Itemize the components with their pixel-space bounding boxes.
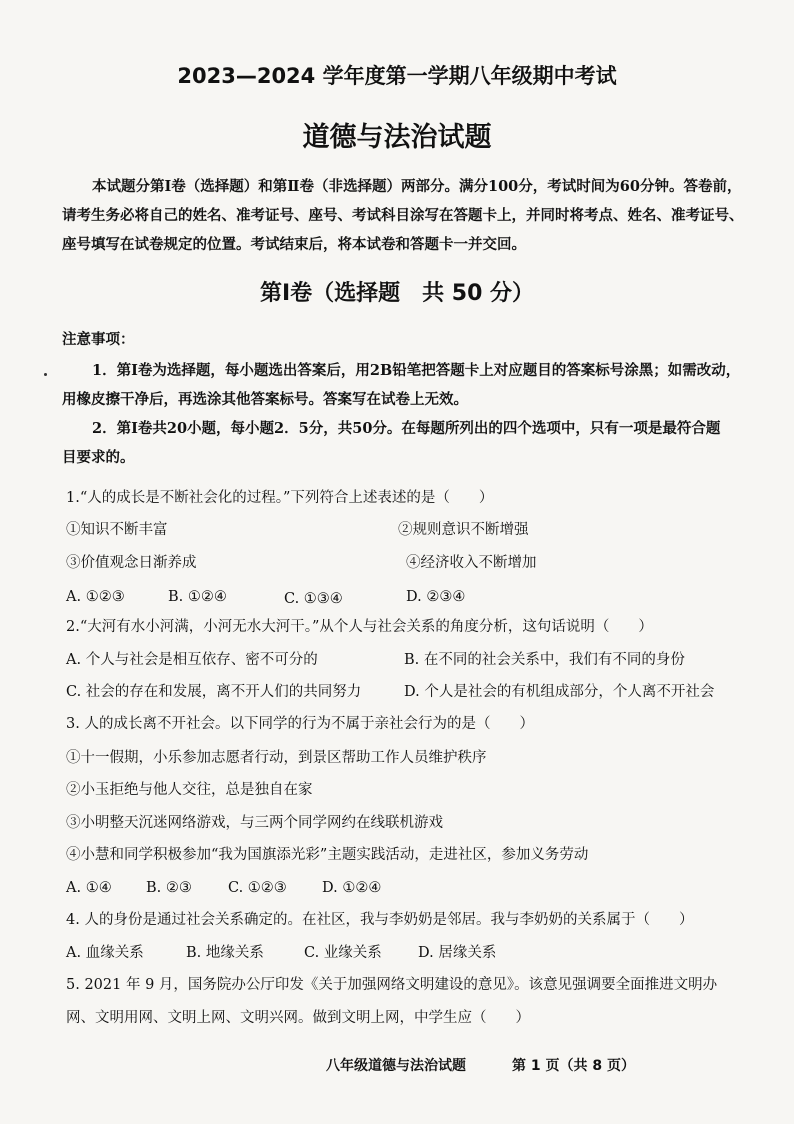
question-3-option-d: D. ①②④ (322, 880, 382, 896)
question-3-statement: ②小玉拒绝与他人交往，总是独自在家 (66, 782, 313, 798)
question-1-option-b: B. ①②④ (168, 589, 227, 605)
intro-line: 本试题分第Ⅰ卷（选择题）和第Ⅱ卷（非选择题）两部分。满分100分，考试时间为60分钟。答卷前， (92, 178, 742, 195)
question-2-stem: 2.“大河有水小河满，小河无水大河干。”从个人与社会关系的角度分析，这句话说明（ ） (66, 619, 653, 635)
intro-line: 座号填写在试卷规定的位置。考试结束后，将本试卷和答题卡一并交回。 (62, 236, 526, 253)
note-line: 用橡皮擦干净后，再选涂其他答案标号。答案写在试卷上无效。 (62, 391, 468, 408)
question-2-option-a: A. 个人与社会是相互依存、密不可分的 (66, 652, 318, 668)
question-4-option-b: B. 地缘关系 (186, 945, 264, 961)
subject-title: 道德与法治试题 (302, 122, 492, 153)
question-1-statement: ①知识不断丰富 (66, 522, 168, 538)
question-1-option-c: C. ①③④ (284, 591, 343, 607)
question-1-stem: 1.“人的成长是不断社会化的过程。”下列符合上述表述的是（ ） (66, 490, 494, 506)
footer-page-number: 第 1 页（共 8 页） (512, 1058, 635, 1074)
question-4-option-c: C. 业缘关系 (304, 945, 382, 961)
note-1 (62, 356, 752, 414)
note-line: 目要求的。 (62, 449, 135, 466)
question-1-option-a: A. ①②③ (66, 589, 125, 605)
question-3-option-b: B. ②③ (146, 880, 192, 896)
question-1-option-d: D. ②③④ (406, 589, 466, 605)
question-1-statement: ③价值观念日渐养成 (66, 555, 197, 571)
section-title: 第Ⅰ卷（选择题 共 50 分） (259, 281, 535, 306)
note-line: 1．第Ⅰ卷为选择题，每小题选出答案后，用2B铅笔把答题卡上对应题目的答案标号涂黑；如需改动， (92, 362, 741, 379)
question-3-statement: ①十一假期，小乐参加志愿者行动，到景区帮助工作人员维护秩序 (66, 750, 487, 766)
question-4-option-d: D. 居缘关系 (418, 945, 497, 961)
notes-heading: 注意事项： (62, 331, 135, 348)
question-1-statement: ②规则意识不断增强 (398, 522, 529, 538)
speck-mark (44, 373, 47, 376)
question-3-statement: ③小明整天沉迷网络游戏，与三两个同学网约在线联机游戏 (66, 815, 443, 831)
question-3-option-c: C. ①②③ (228, 880, 287, 896)
question-2-option-b: B. 在不同的社会关系中，我们有不同的身份 (404, 652, 685, 668)
question-3-stem: 3. 人的成长离不开社会。以下同学的行为不属于亲社会行为的是（ ） (66, 716, 534, 732)
question-1-statement: ④经济收入不断增加 (406, 555, 537, 571)
question-2-option-c: C. 社会的存在和发展，离不开人们的共同努力 (66, 684, 362, 700)
question-4-option-a: A. 血缘关系 (66, 945, 144, 961)
question-3-option-a: A. ①④ (66, 880, 112, 896)
question-5-stem: 网、文明用网、文明上网、文明兴网。做到文明上网，中学生应（ ） (66, 1010, 530, 1026)
question-3-statement: ④小慧和同学积极参加“我为国旗添光彩”主题实践活动，走进社区，参加义务劳动 (66, 847, 589, 863)
question-4-stem: 4. 人的身份是通过社会关系确定的。在社区，我与李奶奶是邻居。我与李奶奶的关系属于（ ） (66, 912, 694, 928)
question-2-option-d: D. 个人是社会的有机组成部分，个人离不开社会 (404, 684, 715, 700)
intro-line: 请考生务必将自己的姓名、准考证号、座号、考试科目涂写在答题卡上，并同时将考点、姓名、准考证号、 (62, 207, 744, 224)
intro-paragraph (62, 172, 752, 259)
exam-title: 2023—2024 学年度第一学期八年级期中考试 (177, 64, 617, 88)
question-5-stem: 5. 2021 年 9 月，国务院办公厅印发《关于加强网络文明建设的意见》。该意见强调要全面推进文明办 (66, 977, 718, 993)
note-2 (62, 414, 752, 472)
footer-document-name: 八年级道德与法治试题 (326, 1058, 466, 1074)
note-line: 2．第Ⅰ卷共20小题，每小题2．5分，共50分。在每题所列出的四个选项中，只有一项是最符合题 (92, 420, 721, 437)
